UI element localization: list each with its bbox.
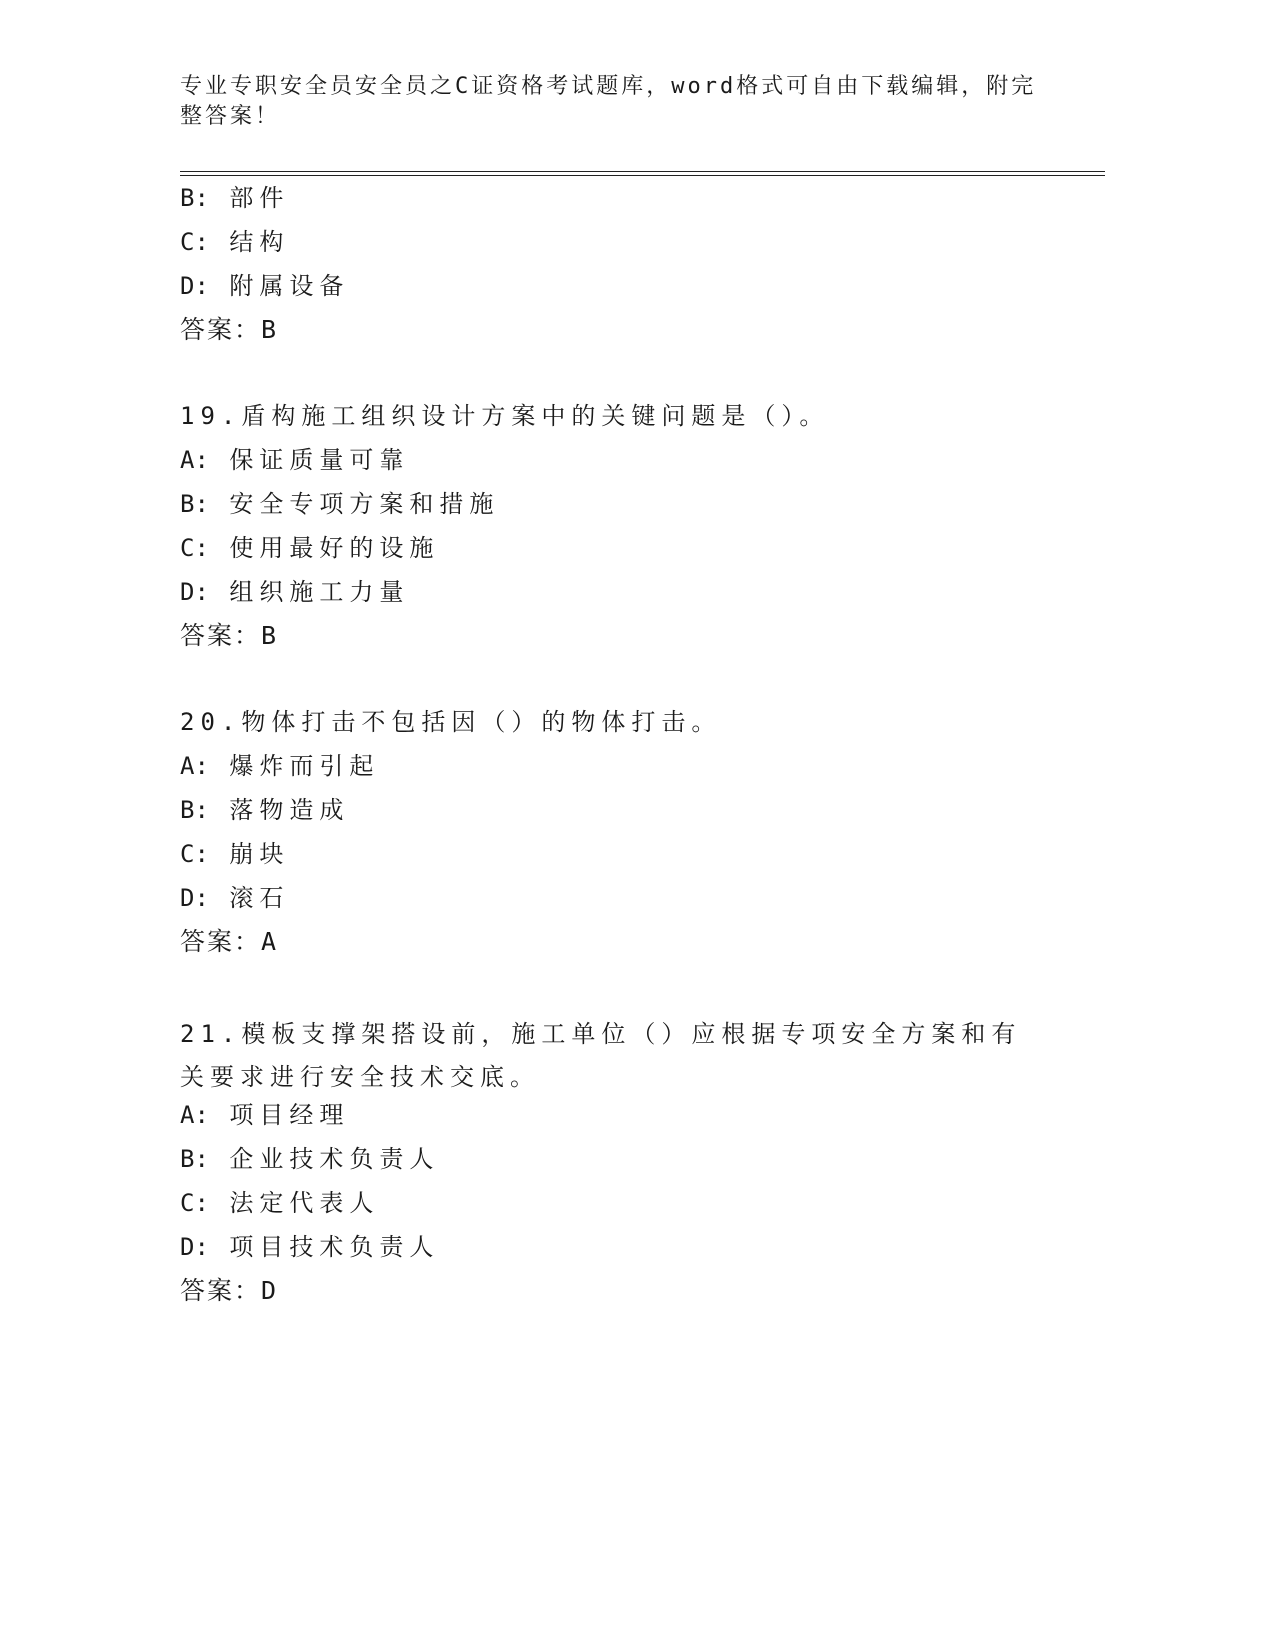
question-stem: 21.模板支撑架搭设前，施工单位（）应根据专项安全方案和有关要求进行安全技术交底。 [180, 1020, 1022, 1091]
option-c: C: 崩块 [180, 840, 290, 868]
option-b: B: 安全专项方案和措施 [180, 490, 500, 518]
question-list [180, 183, 1080, 1320]
answer-line: 答案：A [180, 927, 279, 956]
option-d: D: 项目技术负责人 [180, 1233, 440, 1261]
answer-line: 答案：D [180, 1276, 279, 1305]
option-c: C: 法定代表人 [180, 1189, 380, 1217]
option-a: A: 项目经理 [180, 1101, 350, 1129]
question-19 [180, 401, 1080, 651]
answer-line: 答案：B [180, 621, 279, 650]
question-21 [180, 1013, 1080, 1306]
option-a: A: 保证质量可靠 [180, 446, 410, 474]
answer-line: 答案：B [180, 315, 279, 344]
option-d: D: 滚石 [180, 884, 290, 912]
question-stem: 20.物体打击不包括因（）的物体打击。 [180, 708, 722, 736]
question-20 [180, 707, 1080, 957]
option-d: D: 组织施工力量 [180, 578, 410, 606]
header-rule-top [180, 171, 1105, 172]
option-b: B: 部件 [180, 184, 290, 212]
document-header [180, 72, 1060, 132]
option-b: B: 落物造成 [180, 796, 350, 824]
option-b: B: 企业技术负责人 [180, 1145, 440, 1173]
question-18-tail [180, 183, 1080, 345]
question-stem: 19.盾构施工组织设计方案中的关键问题是（）。 [180, 402, 830, 430]
option-d: D: 附属设备 [180, 272, 350, 300]
option-c: C: 使用最好的设施 [180, 534, 440, 562]
header-title: 专业专职安全员安全员之C证资格考试题库，word格式可自由下载编辑，附完整答案！ [180, 74, 1037, 129]
option-c: C: 结构 [180, 228, 290, 256]
option-a: A: 爆炸而引起 [180, 752, 380, 780]
header-rule-bottom [180, 175, 1105, 176]
